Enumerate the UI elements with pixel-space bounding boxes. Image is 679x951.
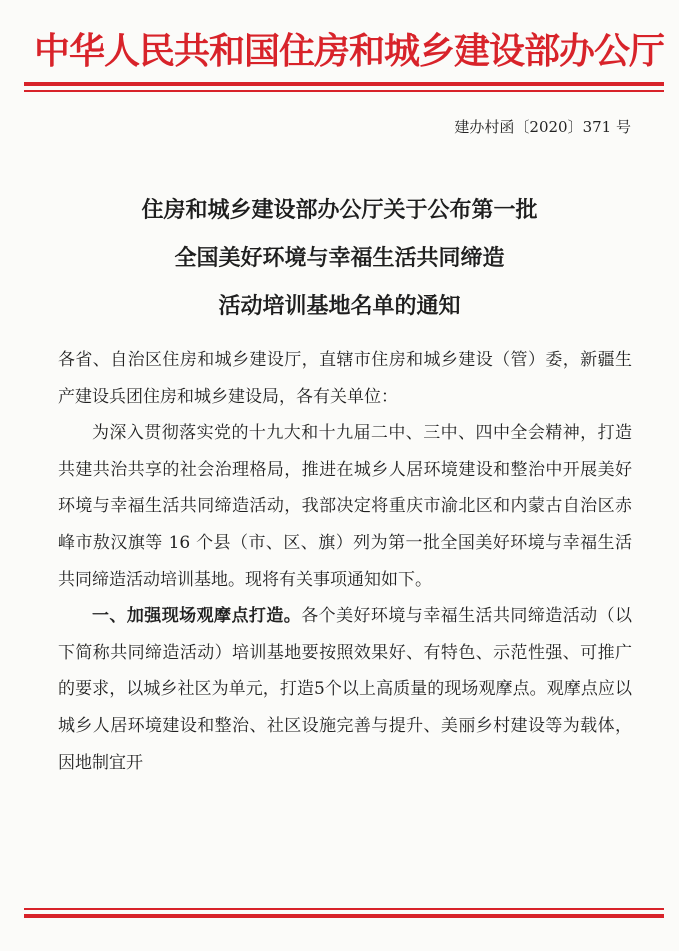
section-1 [58, 598, 632, 781]
notice-title [0, 186, 679, 330]
header-rule-thick [24, 82, 664, 86]
paragraph-intro: 为深入贯彻落实党的十九大和十九届二中、三中、四中全会精神，打造共建共治共享的社会治理格局，推进在城乡人居环境建设和整治中开展美好环境与幸福生活共同缔造活动，我部决定将重庆市渝北区和内蒙古自治区赤峰市敖汉旗等 16 个县（市、区、旗）列为第一批全国美好环境与幸福生活共同缔造活动培训基地。现将有关事项通知如下。 [58, 423, 632, 590]
title-line-1: 住房和城乡建设部办公厅关于公布第一批 [141, 197, 538, 223]
title-line-2: 全国美好环境与幸福生活共同缔造 [174, 245, 505, 271]
header-rule-thin [24, 90, 664, 92]
footer-rule-thin [24, 908, 664, 910]
section-1-text: 各个美好环境与幸福生活共同缔造活动（以下简称共同缔造活动）培训基地要按照效果好、有特色、示范性强、可推广的要求，以城乡社区为单元，打造5个以上高质量的现场观摩点。观摩点应以城乡人居环境建设和整治、社区设施完善与提升、美丽乡村建设等为载体，因地制宜开 [58, 606, 633, 773]
title-line-3: 活动培训基地名单的通知 [218, 293, 461, 319]
office-header-title: 中华人民共和国住房和城乡建设部办公厅 [34, 31, 665, 72]
notice-body [58, 342, 632, 781]
document-number: 建办村函〔2020〕371 号 [454, 118, 631, 136]
footer-rule-thick [24, 914, 664, 918]
section-1-heading: 一、加强现场观摩点打造。 [92, 606, 302, 627]
salutation: 各省、自治区住房和城乡建设厅，直辖市住房和城乡建设（管）委，新疆生产建设兵团住房和城乡建设局，各有关单位： [58, 350, 632, 407]
